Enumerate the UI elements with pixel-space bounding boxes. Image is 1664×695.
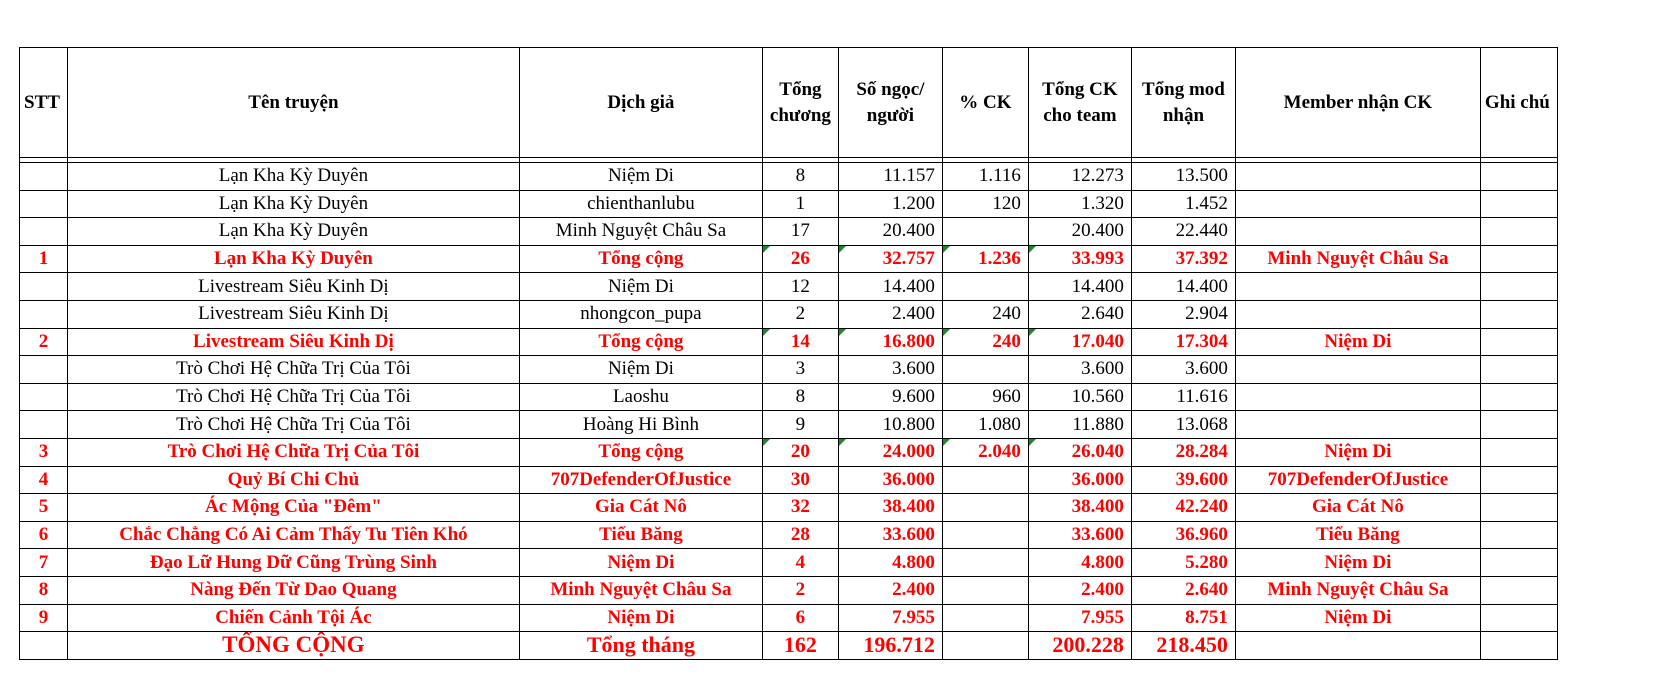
cell-pct[interactable]: [942, 218, 1028, 246]
cell-pct[interactable]: 1.236: [942, 245, 1028, 273]
cell-stt[interactable]: [20, 163, 68, 191]
cell-translator[interactable]: nhongcon_pupa: [519, 300, 762, 328]
cell-gems[interactable]: 7.955: [838, 604, 942, 632]
cell-member[interactable]: Minh Nguyệt Châu Sa: [1235, 245, 1480, 273]
cell-pct[interactable]: [942, 604, 1028, 632]
cell-title[interactable]: Trò Chơi Hệ Chữa Trị Của Tôi: [67, 411, 519, 439]
cell-mod[interactable]: 14.400: [1131, 273, 1235, 301]
cell-gems[interactable]: 14.400: [838, 273, 942, 301]
cell-note[interactable]: [1480, 218, 1557, 246]
header-team-line1: Tổng CK: [1042, 78, 1118, 100]
cell-chapters[interactable]: 162: [762, 632, 838, 660]
cell-translator[interactable]: Tiểu Băng: [519, 521, 762, 549]
cell-translator[interactable]: Laoshu: [519, 383, 762, 411]
cell-mod[interactable]: 1.452: [1131, 190, 1235, 218]
cell-pct[interactable]: [942, 466, 1028, 494]
table-row-total: [20, 466, 1558, 494]
cell-chapters[interactable]: 2: [762, 300, 838, 328]
cell-note[interactable]: [1480, 300, 1557, 328]
cell-note[interactable]: [1480, 604, 1557, 632]
cell-gems[interactable]: 32.757: [838, 245, 942, 273]
cell-title[interactable]: Chiến Cảnh Tội Ác: [67, 604, 519, 632]
cell-mod[interactable]: 39.600: [1131, 466, 1235, 494]
cell-team[interactable]: 1.320: [1028, 190, 1131, 218]
cell-pct[interactable]: 120: [942, 190, 1028, 218]
cell-gems[interactable]: 11.157: [838, 163, 942, 191]
cell-team[interactable]: 14.400: [1028, 273, 1131, 301]
header-chapters-line1: Tổng: [779, 78, 822, 100]
cell-member[interactable]: [1235, 163, 1480, 191]
cell-member[interactable]: Niệm Di: [1235, 328, 1480, 356]
header-mod-line1: Tổng mod: [1141, 78, 1225, 100]
table-row: [20, 273, 1558, 301]
cell-member[interactable]: Niệm Di: [1235, 438, 1480, 466]
cell-pct[interactable]: [942, 273, 1028, 301]
cell-mod[interactable]: 17.304: [1131, 328, 1235, 356]
cell-member[interactable]: [1235, 411, 1480, 439]
header-member[interactable]: Member nhận CK: [1235, 48, 1480, 158]
cell-gems[interactable]: 20.400: [838, 218, 942, 246]
cell-team[interactable]: 17.040: [1028, 328, 1131, 356]
cell-chapters[interactable]: 28: [762, 521, 838, 549]
cell-title[interactable]: Lạn Kha Kỳ Duyên: [67, 218, 519, 246]
header-pct[interactable]: % CK: [942, 48, 1028, 158]
table-row: [20, 300, 1558, 328]
table-body: [20, 158, 1558, 660]
cell-note[interactable]: [1480, 438, 1557, 466]
cell-gems[interactable]: 16.800: [838, 328, 942, 356]
cell-chapters[interactable]: 6: [762, 604, 838, 632]
cell-note[interactable]: [1480, 273, 1557, 301]
cell-gems[interactable]: 10.800: [838, 411, 942, 439]
cell-translator[interactable]: Niệm Di: [519, 604, 762, 632]
cell-chapters[interactable]: 8: [762, 163, 838, 191]
cell-pct[interactable]: 1.080: [942, 411, 1028, 439]
cell-stt[interactable]: [20, 218, 68, 246]
cell-team[interactable]: 12.273: [1028, 163, 1131, 191]
cell-chapters[interactable]: 1: [762, 190, 838, 218]
cell-title[interactable]: Lạn Kha Kỳ Duyên: [67, 190, 519, 218]
cell-chapters[interactable]: 14: [762, 328, 838, 356]
table-row-total: [20, 604, 1558, 632]
cell-member[interactable]: [1235, 190, 1480, 218]
cell-note[interactable]: [1480, 328, 1557, 356]
table-row-total: [20, 521, 1558, 549]
cell-pct[interactable]: [942, 632, 1028, 660]
header-mod-line2: nhận: [1162, 104, 1205, 126]
cell-team[interactable]: 4.800: [1028, 549, 1131, 577]
header-team[interactable]: [1028, 48, 1131, 158]
cell-note[interactable]: [1480, 494, 1557, 522]
header-chapters[interactable]: [762, 48, 838, 158]
cell-title[interactable]: Livestream Siêu Kinh Dị: [67, 300, 519, 328]
cell-title[interactable]: TỔNG CỘNG: [67, 632, 519, 660]
cell-gems[interactable]: 9.600: [838, 383, 942, 411]
cell-chapters[interactable]: 2: [762, 576, 838, 604]
cell-pct[interactable]: 2.040: [942, 438, 1028, 466]
cell-stt[interactable]: [20, 383, 68, 411]
header-translator[interactable]: Dịch giả: [519, 48, 762, 158]
cell-stt[interactable]: 1: [20, 245, 68, 273]
table-row: [20, 190, 1558, 218]
cell-member[interactable]: [1235, 383, 1480, 411]
cell-mod[interactable]: 8.751: [1131, 604, 1235, 632]
table-row-total: [20, 245, 1558, 273]
cell-stt[interactable]: [20, 356, 68, 384]
cell-title[interactable]: Lạn Kha Kỳ Duyên: [67, 163, 519, 191]
cell-note[interactable]: [1480, 245, 1557, 273]
cell-stt[interactable]: [20, 190, 68, 218]
cell-mod[interactable]: 11.616: [1131, 383, 1235, 411]
header-gems[interactable]: [838, 48, 942, 158]
cell-team[interactable]: 2.400: [1028, 576, 1131, 604]
table-row-total: [20, 328, 1558, 356]
cell-member[interactable]: [1235, 273, 1480, 301]
cell-mod[interactable]: 3.600: [1131, 356, 1235, 384]
cell-member[interactable]: Niệm Di: [1235, 604, 1480, 632]
cell-member[interactable]: [1235, 632, 1480, 660]
cell-stt[interactable]: 7: [20, 549, 68, 577]
table-row-total: [20, 494, 1558, 522]
table-row: [20, 356, 1558, 384]
cell-mod[interactable]: 42.240: [1131, 494, 1235, 522]
cell-title[interactable]: Ác Mộng Của "Đêm": [67, 494, 519, 522]
cell-gems[interactable]: 3.600: [838, 356, 942, 384]
cell-translator[interactable]: Tổng cộng: [519, 328, 762, 356]
cell-team[interactable]: 26.040: [1028, 438, 1131, 466]
cell-stt[interactable]: 9: [20, 604, 68, 632]
cell-title[interactable]: Trò Chơi Hệ Chữa Trị Của Tôi: [67, 383, 519, 411]
cell-member[interactable]: Tiểu Băng: [1235, 521, 1480, 549]
table-row-grand-total: [20, 632, 1558, 660]
cell-team[interactable]: 33.600: [1028, 521, 1131, 549]
cell-mod[interactable]: 5.280: [1131, 549, 1235, 577]
cell-note[interactable]: [1480, 163, 1557, 191]
cell-team[interactable]: 7.955: [1028, 604, 1131, 632]
cell-title[interactable]: Chắc Chẳng Có Ai Cảm Thấy Tu Tiên Khó: [67, 521, 519, 549]
cell-gems[interactable]: 2.400: [838, 300, 942, 328]
cell-pct[interactable]: [942, 576, 1028, 604]
cell-translator[interactable]: Niệm Di: [519, 273, 762, 301]
table-row: [20, 411, 1558, 439]
table-row-total: [20, 576, 1558, 604]
cell-note[interactable]: [1480, 521, 1557, 549]
cell-note[interactable]: [1480, 466, 1557, 494]
cell-translator[interactable]: Tổng cộng: [519, 438, 762, 466]
cell-pct[interactable]: [942, 549, 1028, 577]
header-title[interactable]: Tên truyện: [67, 48, 519, 158]
cell-mod[interactable]: 218.450: [1131, 632, 1235, 660]
cell-stt[interactable]: [20, 632, 68, 660]
cell-stt[interactable]: [20, 300, 68, 328]
cell-mod[interactable]: 13.068: [1131, 411, 1235, 439]
cell-translator[interactable]: Hoàng Hi Bình: [519, 411, 762, 439]
table-row: [20, 383, 1558, 411]
cell-team[interactable]: 3.600: [1028, 356, 1131, 384]
cell-translator[interactable]: Niệm Di: [519, 549, 762, 577]
cell-stt[interactable]: 4: [20, 466, 68, 494]
cell-member[interactable]: [1235, 218, 1480, 246]
cell-pct[interactable]: [942, 521, 1028, 549]
cell-team[interactable]: 36.000: [1028, 466, 1131, 494]
cell-title[interactable]: Quỷ Bí Chi Chủ: [67, 466, 519, 494]
cell-note[interactable]: [1480, 190, 1557, 218]
cell-stt[interactable]: [20, 411, 68, 439]
cell-member[interactable]: Gia Cát Nô: [1235, 494, 1480, 522]
cell-stt[interactable]: 8: [20, 576, 68, 604]
cell-chapters[interactable]: 30: [762, 466, 838, 494]
cell-title[interactable]: Trò Chơi Hệ Chữa Trị Của Tôi: [67, 356, 519, 384]
header-mod[interactable]: [1131, 48, 1235, 158]
cell-translator[interactable]: Gia Cát Nô: [519, 494, 762, 522]
cell-translator[interactable]: 707DefenderOfJustice: [519, 466, 762, 494]
cell-note[interactable]: [1480, 356, 1557, 384]
cell-note[interactable]: [1480, 411, 1557, 439]
cell-translator[interactable]: Minh Nguyệt Châu Sa: [519, 218, 762, 246]
cell-member[interactable]: 707DefenderOfJustice: [1235, 466, 1480, 494]
cell-pct[interactable]: 960: [942, 383, 1028, 411]
cell-stt[interactable]: 6: [20, 521, 68, 549]
cell-chapters[interactable]: 8: [762, 383, 838, 411]
cell-member[interactable]: [1235, 356, 1480, 384]
table-row-total: [20, 438, 1558, 466]
cell-pct[interactable]: [942, 494, 1028, 522]
cell-team[interactable]: 11.880: [1028, 411, 1131, 439]
cell-mod[interactable]: 2.640: [1131, 576, 1235, 604]
cell-pct[interactable]: [942, 356, 1028, 384]
cell-title[interactable]: Lạn Kha Kỳ Duyên: [67, 245, 519, 273]
cell-team[interactable]: 38.400: [1028, 494, 1131, 522]
cell-team[interactable]: 10.560: [1028, 383, 1131, 411]
cell-chapters[interactable]: 26: [762, 245, 838, 273]
cell-gems[interactable]: 2.400: [838, 576, 942, 604]
cell-mod[interactable]: 36.960: [1131, 521, 1235, 549]
cell-gems[interactable]: 38.400: [838, 494, 942, 522]
cell-team[interactable]: 2.640: [1028, 300, 1131, 328]
cell-stt[interactable]: 5: [20, 494, 68, 522]
cell-title[interactable]: Livestream Siêu Kinh Dị: [67, 273, 519, 301]
cell-stt[interactable]: 2: [20, 328, 68, 356]
cell-title[interactable]: Nàng Đến Từ Dao Quang: [67, 576, 519, 604]
cell-title[interactable]: Đạo Lữ Hung Dữ Cũng Trùng Sinh: [67, 549, 519, 577]
header-chapters-line2: chương: [769, 104, 831, 126]
cell-chapters[interactable]: 9: [762, 411, 838, 439]
cell-member[interactable]: Niệm Di: [1235, 549, 1480, 577]
cell-team[interactable]: 33.993: [1028, 245, 1131, 273]
header-gems-line2: người: [866, 104, 915, 126]
cell-gems[interactable]: 36.000: [838, 466, 942, 494]
cell-mod[interactable]: 13.500: [1131, 163, 1235, 191]
cell-translator[interactable]: Niệm Di: [519, 163, 762, 191]
cell-title[interactable]: Livestream Siêu Kinh Dị: [67, 328, 519, 356]
cell-chapters[interactable]: 20: [762, 438, 838, 466]
cell-chapters[interactable]: 12: [762, 273, 838, 301]
cell-gems[interactable]: 4.800: [838, 549, 942, 577]
header-gems-line1: Số ngọc/: [856, 78, 925, 100]
cell-translator[interactable]: chienthanlubu: [519, 190, 762, 218]
cell-member[interactable]: Minh Nguyệt Châu Sa: [1235, 576, 1480, 604]
cell-translator[interactable]: Niệm Di: [519, 356, 762, 384]
revenue-table: [19, 47, 1558, 660]
cell-note[interactable]: [1480, 632, 1557, 660]
table-row: [20, 218, 1558, 246]
cell-note[interactable]: [1480, 576, 1557, 604]
cell-gems[interactable]: 1.200: [838, 190, 942, 218]
cell-stt[interactable]: 3: [20, 438, 68, 466]
header-note[interactable]: Ghi chú: [1480, 48, 1557, 158]
cell-member[interactable]: [1235, 300, 1480, 328]
table-row-total: [20, 549, 1558, 577]
cell-note[interactable]: [1480, 383, 1557, 411]
cell-note[interactable]: [1480, 549, 1557, 577]
header-team-line2: cho team: [1043, 104, 1117, 126]
cell-gems[interactable]: 24.000: [838, 438, 942, 466]
cell-mod[interactable]: 28.284: [1131, 438, 1235, 466]
cell-mod[interactable]: 37.392: [1131, 245, 1235, 273]
cell-team[interactable]: 20.400: [1028, 218, 1131, 246]
cell-translator[interactable]: Tổng cộng: [519, 245, 762, 273]
cell-pct[interactable]: 1.116: [942, 163, 1028, 191]
cell-gems[interactable]: 33.600: [838, 521, 942, 549]
cell-chapters[interactable]: 3: [762, 356, 838, 384]
header-row: [20, 48, 1558, 158]
cell-stt[interactable]: [20, 273, 68, 301]
cell-pct[interactable]: 240: [942, 300, 1028, 328]
table-row: [20, 163, 1558, 191]
header-stt[interactable]: STT: [20, 48, 68, 158]
cell-pct[interactable]: 240: [942, 328, 1028, 356]
cell-translator[interactable]: Tổng tháng: [519, 632, 762, 660]
cell-title[interactable]: Trò Chơi Hệ Chữa Trị Của Tôi: [67, 438, 519, 466]
cell-gems[interactable]: 196.712: [838, 632, 942, 660]
cell-chapters[interactable]: 17: [762, 218, 838, 246]
cell-team[interactable]: 200.228: [1028, 632, 1131, 660]
cell-mod[interactable]: 22.440: [1131, 218, 1235, 246]
cell-chapters[interactable]: 32: [762, 494, 838, 522]
cell-chapters[interactable]: 4: [762, 549, 838, 577]
cell-translator[interactable]: Minh Nguyệt Châu Sa: [519, 576, 762, 604]
cell-mod[interactable]: 2.904: [1131, 300, 1235, 328]
